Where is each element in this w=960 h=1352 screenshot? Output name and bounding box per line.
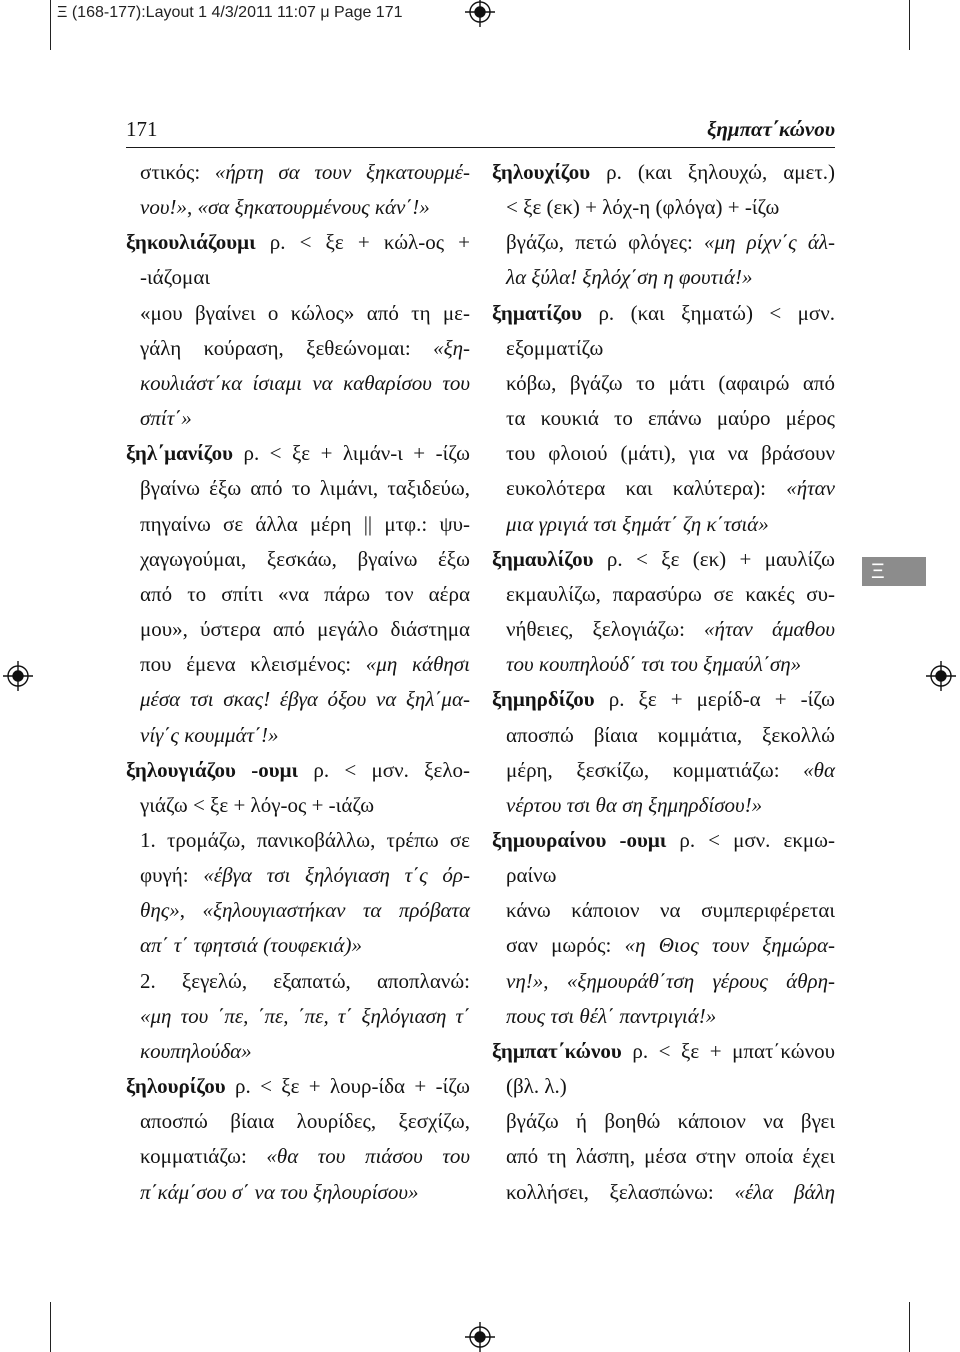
example-text: «η Θιος τουν ξημώρα- xyxy=(624,933,835,958)
definition-text: 1. τρομάζω, πανικοβάλλω, τρέπω σε xyxy=(140,827,470,852)
text-line xyxy=(492,296,835,331)
text-line xyxy=(126,366,470,401)
page-header xyxy=(126,114,835,144)
definition-text: τα κουκιά το επάνω μαύρο μέρος xyxy=(506,406,835,431)
definition-text: ρ. < ξε + λουρ-ίδα + -ίζω xyxy=(225,1074,470,1099)
text-line xyxy=(126,858,470,893)
text-line xyxy=(492,928,835,963)
example-text: μια γριγιά τσι ξημάτ΄ ζη κ΄τσιά» xyxy=(506,511,769,536)
definition-text: κολλήσει, ξελασπώνω: xyxy=(506,1179,735,1204)
text-line xyxy=(492,225,835,260)
example-text: «σα ξηκατουρμένους κάν΄!» xyxy=(197,195,430,220)
example-text: «μη κάθησι xyxy=(365,652,470,677)
example-text: π΄κάμ΄σου σ΄ να του ξηλουρίσου» xyxy=(140,1179,419,1204)
running-head: ξημπατ΄κώνου xyxy=(706,117,835,141)
headword: ξημηρδίζου xyxy=(492,687,595,712)
definition-text: , xyxy=(186,195,198,220)
example-text: «ξη- xyxy=(433,335,470,360)
text-line xyxy=(492,155,835,190)
headword: ξηλ΄μανίζου xyxy=(126,441,234,466)
definition-text: βγάζω ή βοηθώ κάποιον να βγει xyxy=(506,1109,835,1134)
definition-text: ρ. < ξε + λιμάν-ι + -ίζω xyxy=(233,441,470,466)
definition-text: πηγαίνω σε άλλα μέρη || μτφ.: ψυ- xyxy=(140,511,470,536)
text-line xyxy=(126,1175,470,1210)
text-line xyxy=(126,577,470,612)
headword: ξηλουγιάζου -ουμι xyxy=(126,757,299,782)
thumb-tab xyxy=(862,557,926,586)
text-line xyxy=(492,999,835,1034)
example-text: «έλα βάλη xyxy=(734,1179,835,1204)
definition-text: ρ. < μσν. εκμω- xyxy=(666,827,835,852)
headword: ξηλουχίζου xyxy=(492,160,591,184)
text-line xyxy=(492,753,835,788)
definition-text: βγαίνω έξω από το λιμάνι, ταξιδεύω, xyxy=(140,476,470,501)
text-line xyxy=(126,647,470,682)
definition-text: 2. ξεγελώ, εξαπατώ, αποπλανώ: xyxy=(140,968,470,993)
text-line xyxy=(126,1069,470,1104)
definition-text: κάνω κάποιον να συμπεριφέρεται xyxy=(506,898,835,923)
text-line xyxy=(126,893,470,928)
text-line xyxy=(126,296,470,331)
text-line xyxy=(492,1139,835,1174)
definition-text: (βλ. λ.) xyxy=(506,1074,567,1099)
text-line xyxy=(126,190,470,225)
example-text: «θα xyxy=(803,757,835,782)
headword: ξηματίζου xyxy=(492,300,582,325)
text-line xyxy=(492,436,835,471)
example-text: κουλιάστ΄κα ίσιαμι να καθαρίσου του xyxy=(140,370,470,395)
definition-text: μου», ύστερα από μεγάλο διάστημα xyxy=(140,617,470,642)
text-line xyxy=(126,436,470,471)
text-line xyxy=(492,682,835,717)
registration-mark xyxy=(926,661,956,691)
registration-mark xyxy=(465,0,495,27)
example-text: «θα του πιάσου του xyxy=(266,1144,471,1169)
definition-text: ρ. < μσν. ξελο- xyxy=(298,757,470,782)
definition-text: ευκολότερα και καλύτερα): xyxy=(506,476,787,501)
text-line xyxy=(492,858,835,893)
definition-text: ρ. < ξε + μπατ΄κώνου xyxy=(621,1038,835,1063)
definition-text: κομματιάζω: xyxy=(140,1144,267,1169)
text-line xyxy=(492,260,835,295)
text-line xyxy=(126,155,470,190)
text-line xyxy=(492,331,835,366)
text-line xyxy=(126,1034,470,1069)
example-text: πους τσι θέλ΄ παντριγιά!» xyxy=(506,1003,717,1028)
definition-text: γάλη κούραση, ξεθεώνομαι: xyxy=(140,335,434,360)
example-text: «έβγα τσι ξηλόγιαση τ΄ς όρ- xyxy=(203,863,470,888)
definition-text: ρ. < ξε (εκ) + μαυλίζω xyxy=(593,546,835,571)
text-line xyxy=(126,542,470,577)
example-text: λα ξύλα! ξηλόχ΄ση η φουτιά!» xyxy=(506,265,753,290)
example-text: κουπηλούδα» xyxy=(140,1038,252,1063)
registration-mark xyxy=(465,1322,495,1352)
text-line xyxy=(492,718,835,753)
text-line xyxy=(492,471,835,506)
definition-text: του φλοιού (μάτι), για να βράσουν xyxy=(506,441,835,466)
example-text: θης» xyxy=(140,898,180,923)
text-line xyxy=(492,893,835,928)
text-line xyxy=(492,401,835,436)
definition-text: , xyxy=(543,968,567,993)
example-text: μέσα τσι σκας! έβγα όξου να ξηλ΄μα- xyxy=(140,687,470,712)
definition-text: ρ. ξε + μερίδ-α + -ίζω xyxy=(594,687,835,712)
definition-text: κόβω, βγάζω το μάτι (αφαιρώ από xyxy=(506,370,835,395)
text-line xyxy=(126,753,470,788)
text-line xyxy=(126,1139,470,1174)
example-text: «μη του ΄πε, ΄πε, ΄πε, τ΄ ξηλόγιαση τ΄ xyxy=(140,1003,470,1028)
example-text: νου!» xyxy=(140,195,187,220)
text-line xyxy=(492,190,835,225)
definition-text: «μου βγαίνει ο κώλος» από τη με- xyxy=(140,300,470,325)
example-text: «ήρτη σα τουν ξηκατουρμέ- xyxy=(214,160,471,184)
text-line xyxy=(126,331,470,366)
example-text: «ήταν άμαθου xyxy=(704,617,835,642)
definition-text: φυγή: xyxy=(140,863,204,888)
text-line xyxy=(492,647,835,682)
definition-text: μέρη, ξεσκίζω, κομματιάζω: xyxy=(506,757,804,782)
text-line xyxy=(126,1104,470,1139)
text-line xyxy=(492,366,835,401)
definition-text: χαγωγούμαι, ξεσκάω, βγαίνω έξω xyxy=(140,546,470,571)
text-line xyxy=(126,401,470,436)
definition-text: ρ. (και ξηματώ) < μσν. xyxy=(582,300,835,325)
definition-text: , xyxy=(179,898,203,923)
example-text: νέρτου τσι θα ση ξημηρδίσου!» xyxy=(506,792,763,817)
definition-text: γιάζω < ξε + λόγ-ος + -ιάζω xyxy=(140,792,375,817)
text-line xyxy=(492,1175,835,1210)
definition-text: εξομματίζω xyxy=(506,335,604,360)
definition-text: από το σπίτι «να πάρω τον αέρα xyxy=(140,581,470,606)
example-text: «ήταν xyxy=(786,476,835,501)
text-line xyxy=(126,682,470,717)
definition-text: σαν μωρός: xyxy=(506,933,625,958)
example-text: απ΄ τ΄ τφητσιά (τουφεκιά)» xyxy=(140,933,363,958)
thumb-tab-letter: Ξ xyxy=(871,560,885,583)
definition-text: αποσπώ βίαια λουρίδες, ξεσχίζω, xyxy=(140,1109,470,1134)
text-line xyxy=(492,964,835,999)
headword: ξημπατ΄κώνου xyxy=(492,1038,622,1063)
example-text: του κουπηλούδ΄ τσι του ξημαύλ΄ση» xyxy=(506,652,802,677)
definition-text: που έμενα κλεισμένος: xyxy=(140,652,366,677)
definition-text: ρ. < ξε + κώλ-ος + xyxy=(255,230,470,255)
header-rule xyxy=(126,147,835,148)
text-line xyxy=(492,507,835,542)
left-column xyxy=(126,155,470,1210)
text-line xyxy=(126,507,470,542)
print-slug: Ξ (168-177):Layout 1 4/3/2011 11:07 μ Page 171 xyxy=(57,4,403,21)
text-line xyxy=(492,1034,835,1069)
text-line xyxy=(492,1069,835,1104)
text-line xyxy=(126,260,470,295)
example-text: «μη ρίχν΄ς άλ- xyxy=(704,230,835,255)
page-number: 171 xyxy=(126,117,158,141)
text-line xyxy=(126,471,470,506)
text-line xyxy=(126,612,470,647)
definition-text: στικός: xyxy=(140,160,215,184)
example-text: «ξημουράθ΄τση γέρους άθρη- xyxy=(566,968,835,993)
example-text: νη!» xyxy=(506,968,544,993)
text-line xyxy=(126,788,470,823)
definition-text: εκμαυλίζω, παρασύρω σε κακές συ- xyxy=(506,581,835,606)
headword: ξημαυλίζου xyxy=(492,546,594,571)
text-line xyxy=(492,542,835,577)
text-line xyxy=(126,964,470,999)
text-line xyxy=(492,1104,835,1139)
text-line xyxy=(492,788,835,823)
headword: ξηλουρίζου xyxy=(126,1074,226,1099)
definition-text: -ιάζομαι xyxy=(140,265,210,290)
text-line xyxy=(126,823,470,858)
example-text: «ξηλουγιαστήκαν τα πρόβατα xyxy=(202,898,471,923)
text-line xyxy=(492,577,835,612)
definition-text: νήθειες, ξελογιάζω: xyxy=(506,617,705,642)
text-line xyxy=(492,823,835,858)
definition-text: από τη λάσπη, μέσα στην οποία έχει xyxy=(506,1144,835,1169)
text-line xyxy=(126,718,470,753)
definition-text: ρ. (και ξηλουχώ, αμετ.) xyxy=(590,160,835,184)
text-line xyxy=(126,999,470,1034)
definition-text: βγάζω, πετώ φλόγες: xyxy=(506,230,704,255)
text-line xyxy=(126,225,470,260)
text-line xyxy=(126,928,470,963)
registration-mark xyxy=(3,661,33,691)
headword: ξηκουλιάζουμι xyxy=(126,230,256,255)
definition-text: < ξε (εκ) + λόχ-η (φλόγα) + -ίζω xyxy=(506,195,780,220)
definition-text: ραίνω xyxy=(506,863,557,888)
example-text: σπίτ΄» xyxy=(140,406,192,431)
text-line xyxy=(492,612,835,647)
definition-text: αποσπώ βίαια κομμάτια, ξεκολλώ xyxy=(506,722,835,747)
example-text: νίγ΄ς κουμμάτ΄!» xyxy=(140,722,279,747)
right-column xyxy=(492,155,835,1210)
headword: ξημουραίνου -ουμι xyxy=(492,827,667,852)
